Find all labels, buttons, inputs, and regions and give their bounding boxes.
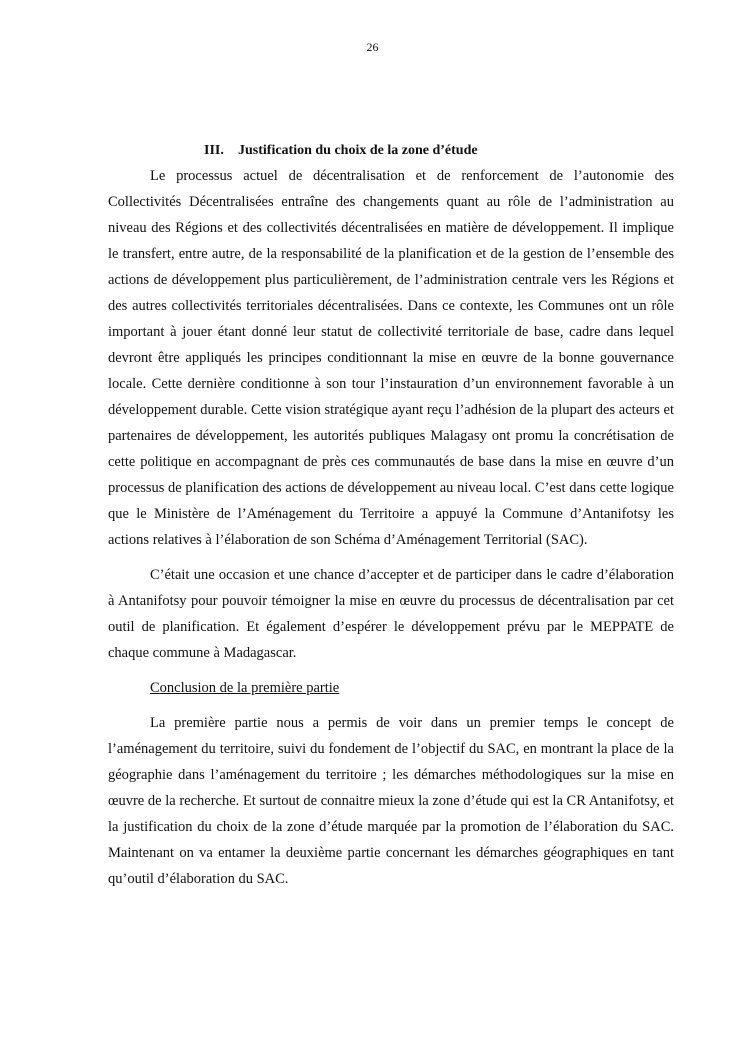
section-title: Justification du choix de la zone d’étude <box>238 143 478 158</box>
paragraph-opportunity: C’était une occasion et une chance d’accepter et de participer dans le cadre d’élaboration à Antanifotsy pour pouvoir témoigner la mise en œuvre du processus de décentralisation par cet outil de planification. Et également d’espérer le développement prévu par le MEPPATE de chaque commune à Madagascar. <box>108 567 674 661</box>
document-body <box>108 141 674 892</box>
paragraph-context: Le processus actuel de décentralisation et de renforcement de l’autonomie des Collectivités Décentralisées entraîne des changements quant au rôle de l’administration au niveau des Régions et des collectivités décentralisées en matière de développement. Il implique le transfert, entre autre, de la responsabilité de la planification et de la gestion de l’ensemble des actions de développement plus particulièrement, de l’administration centrale vers les Régions et des autres collectivités territoriales décentralisées. Dans ce contexte, les Communes ont un rôle important à jouer étant donné leur statut de collectivité territoriale de base, cadre dans lequel devront être appliqués les principes conditionnant la mise en œuvre de la bonne gouvernance locale. Cette dernière conditionne à son tour l’instauration d’un environnement favorable à un développement durable. Cette vision stratégique ayant reçu l’adhésion de la plupart des acteurs et partenaires de développement, les autorités publiques Malagasy ont promu la concrétisation de cette politique en accompagnant de près ces communautés de base dans la mise en œuvre d’un processus de planification des actions de développement au niveau local. C’est dans cette logique que le Ministère de l’Aménagement du Territoire a appuyé la Commune d’Antanifotsy les actions relatives à l’élaboration de son Schéma d’Aménagement Territorial (SAC). <box>108 168 674 548</box>
conclusion-heading: Conclusion de la première partie <box>150 680 340 696</box>
section-heading <box>108 141 674 161</box>
conclusion-paragraph: La première partie nous a permis de voir dans un premier temps le concept de l’aménagement du territoire, suivi du fondement de l’objectif du SAC, en montrant la place de la géographie dans l’aménagement du territoire ; les démarches méthodologiques sur la mise en œuvre de la recherche. Et surtout de connaitre mieux la zone d’étude qui est la CR Antanifotsy, et la justification du choix de la zone d’étude marquée par la promotion de l’élaboration du SAC. Maintenant on va entamer la deuxième partie concernant les démarches géographiques en tant qu’outil d’élaboration du SAC. <box>108 715 674 887</box>
section-numeral: III. <box>204 143 224 158</box>
page-number: 26 <box>366 40 379 54</box>
